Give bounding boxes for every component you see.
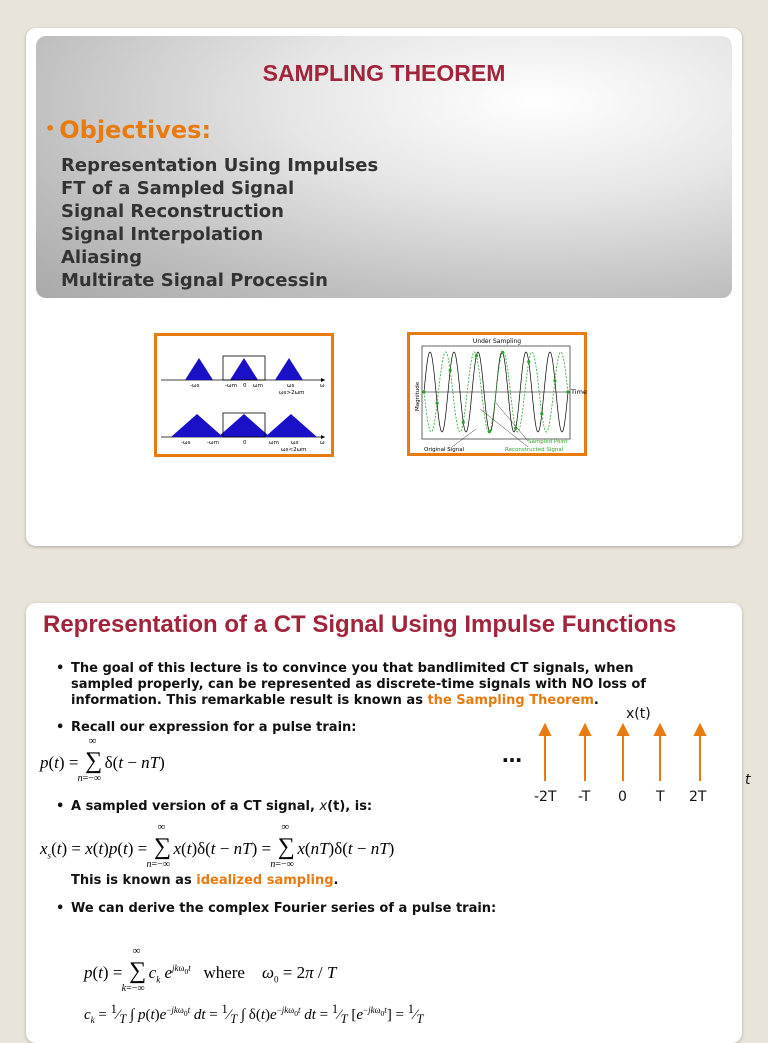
recall-bullet: • Recall our expression for a pulse train: bbox=[56, 720, 357, 735]
objective-item: Aliasing bbox=[61, 247, 142, 268]
arrow-icon bbox=[655, 725, 665, 735]
sampled-point bbox=[553, 379, 556, 382]
axis-tick: ωs bbox=[291, 440, 299, 446]
impulse-tick: -2T bbox=[534, 789, 557, 805]
sampled-point bbox=[566, 390, 569, 393]
slide-impulse-representation bbox=[26, 603, 751, 1043]
sampled-point bbox=[435, 402, 438, 405]
intro-bullet bbox=[56, 661, 676, 709]
legend-sampled: Sampled Point bbox=[528, 439, 568, 445]
spectrum-replica bbox=[230, 358, 258, 380]
sampled-point bbox=[527, 360, 530, 363]
intro-line: information. This remarkable result is known as the Sampling Theorem. bbox=[71, 693, 599, 708]
arrow-icon bbox=[540, 725, 550, 735]
under-sampling-plot bbox=[410, 335, 587, 453]
sampled-point bbox=[462, 421, 465, 424]
slide-title: SAMPLING THEOREM bbox=[262, 60, 506, 86]
axis-tick: ωs bbox=[287, 383, 295, 389]
objective-item: Signal Interpolation bbox=[61, 224, 264, 245]
spectrum-replica bbox=[171, 414, 223, 437]
under-sampling-figure bbox=[407, 332, 587, 456]
axis-tick: ωm bbox=[253, 383, 263, 389]
sampling-theorem-highlight: the Sampling Theorem bbox=[427, 693, 594, 708]
axis-tick: 0 bbox=[243, 440, 247, 446]
legend-pointer bbox=[452, 429, 476, 447]
spectrum-replica bbox=[265, 414, 317, 437]
bullet-icon: • bbox=[56, 720, 65, 735]
slide-title: Representation of a CT Signal Using Impulse Functions bbox=[43, 611, 677, 638]
objective-item: Signal Reconstruction bbox=[61, 201, 284, 222]
spectrum-replica bbox=[185, 358, 213, 380]
impulse-tick: 2T bbox=[689, 789, 707, 805]
axis-tick: ωm bbox=[269, 440, 279, 446]
axis-tick: -ωs bbox=[181, 440, 191, 446]
impulse-arrows bbox=[526, 723, 726, 783]
sampled-point bbox=[475, 354, 478, 357]
fourier-series-equation: p(t) = ∞ ∑ k=−∞ $c_k$ $e^{jk\omega_0t}$ where $\omega_0 = 2\pi / T$ bbox=[84, 945, 337, 994]
arrow-icon bbox=[580, 725, 590, 735]
sampled-signal-equation: $x_s(t) = x(t)p(t)$ = ∞ ∑ n=−∞ x(t)δ(t − nT) = ∞ ∑ n=−∞ x(nT)δ(t − nT) bbox=[40, 821, 395, 870]
pulse-train-equation: p(t) = ∞ ∑ n=−∞ δ(t − nT) bbox=[40, 735, 165, 784]
spectrum-aliasing-figure bbox=[154, 333, 334, 457]
impulse-tick: T bbox=[656, 789, 665, 805]
intro-line: sampled properly, can be represented as discrete-time signals with NO loss of bbox=[71, 677, 646, 692]
objectives-label: Objectives: bbox=[59, 116, 212, 144]
axis-symbol: ω bbox=[320, 383, 325, 389]
axis-tick: 0 bbox=[243, 383, 247, 389]
slide-sampling-theorem bbox=[26, 28, 742, 546]
legend-reconstructed: Reconstructed Signal bbox=[505, 447, 564, 453]
sampled-point bbox=[449, 369, 452, 372]
sampled-version-bullet: • A sampled version of a CT signal, x(t), is: bbox=[56, 799, 373, 814]
axis-tick: -ωm bbox=[207, 440, 219, 446]
bullet-icon: • bbox=[45, 119, 56, 138]
bullet-icon: • bbox=[56, 901, 65, 916]
impulse-plot-title: x(t) bbox=[626, 706, 651, 722]
sampled-point bbox=[501, 351, 504, 354]
spectrum-diagram bbox=[157, 336, 331, 454]
idealized-sampling-highlight: idealized sampling bbox=[196, 873, 334, 888]
idealized-sampling-note: This is known as idealized sampling. bbox=[71, 873, 339, 888]
ylabel: Magnitude bbox=[415, 381, 421, 411]
impulse-axis-label: t bbox=[745, 772, 751, 788]
axis-symbol: ω bbox=[320, 440, 325, 446]
derive-bullet: • We can derive the complex Fourier series of a pulse train: bbox=[56, 901, 497, 916]
legend-original: Original Signal bbox=[424, 447, 465, 453]
axis-tick: -ωs bbox=[190, 383, 200, 389]
sampled-point bbox=[540, 412, 543, 415]
sampled-point bbox=[514, 427, 517, 430]
bullet-icon: • bbox=[56, 799, 65, 814]
intro-line: The goal of this lecture is to convince you that bandlimited CT signals, when bbox=[71, 661, 634, 676]
coefficient-equation: $c_k$ = $^1⁄_T$ ∫ $p(t)e^{-jk\omega_0t}$ dt = $^1⁄_T$ ∫ $\delta(t)e^{-jk\omega_0t}$ dt = $^1⁄_T$ $[e^{-jk\omega_0t}]$ = $^1⁄_T$ bbox=[84, 1002, 424, 1026]
objectives-heading bbox=[45, 116, 211, 144]
arrow-icon bbox=[695, 725, 705, 735]
sampled-point bbox=[488, 430, 491, 433]
impulse-tick: 0 bbox=[618, 789, 627, 805]
axis-tick: -ωm bbox=[225, 383, 237, 389]
xlabel: Time bbox=[571, 388, 587, 396]
impulse-tick: -T bbox=[578, 789, 591, 805]
arrow-icon bbox=[321, 435, 325, 439]
arrow-icon bbox=[618, 725, 628, 735]
condition-label: ωs>2ωm bbox=[279, 390, 305, 396]
sampled-point bbox=[422, 390, 425, 393]
slide-header-panel bbox=[36, 36, 732, 298]
objective-item: FT of a Sampled Signal bbox=[61, 178, 295, 199]
objective-item: Multirate Signal Processin bbox=[61, 270, 328, 291]
arrow-icon bbox=[321, 378, 325, 382]
legend-pointer bbox=[480, 409, 528, 447]
ellipsis: … bbox=[502, 743, 522, 767]
bullet-icon: • bbox=[56, 661, 65, 676]
condition-label: ωs<2ωm bbox=[281, 447, 307, 453]
plot-title: Under Sampling bbox=[472, 338, 522, 345]
spectrum-replica bbox=[218, 414, 270, 437]
spectrum-replica bbox=[275, 358, 303, 380]
objective-item: Representation Using Impulses bbox=[61, 155, 379, 176]
objectives-list bbox=[61, 154, 378, 292]
where-label: where bbox=[203, 963, 245, 982]
